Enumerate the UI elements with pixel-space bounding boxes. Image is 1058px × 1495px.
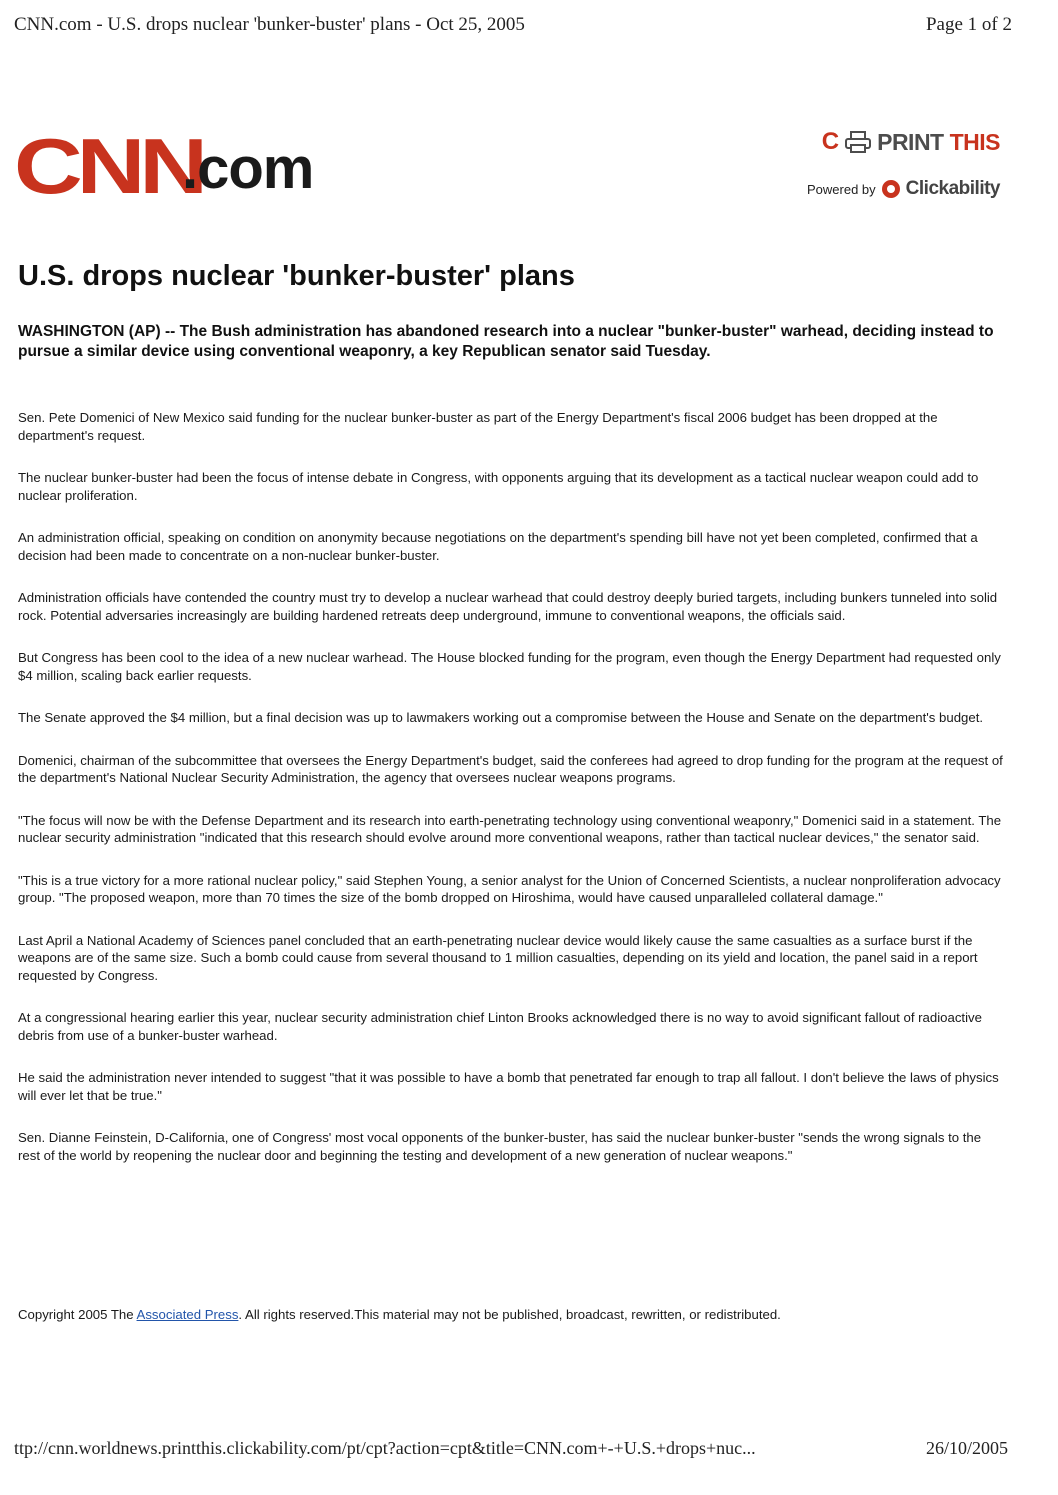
copyright-suffix: . All rights reserved.This material may not be published, broadcast, rewritten, or redistributed.	[238, 1307, 781, 1322]
article-paragraph: An administration official, speaking on condition on anonymity because negotiations on the department's spending bill have not yet been completed, confirmed that a decision had been made to concentrate on a non-nuclear bunker-buster.	[18, 530, 978, 563]
article-paragraph: He said the administration never intended to suggest "that it was possible to have a bomb that penetrated far enough to trap all fallout. I don't believe the laws of physics will ever let that be true."	[18, 1070, 999, 1103]
print-this-button[interactable]	[822, 128, 1000, 156]
powered-by-clickability[interactable]	[807, 178, 1000, 200]
article-paragraph: The Senate approved the $4 million, but a final decision was up to lawmakers working out a compromise between the House and Senate on the department's budget.	[18, 710, 984, 725]
document-title: CNN.com - U.S. drops nuclear 'bunker-buster' plans - Oct 25, 2005	[14, 14, 525, 35]
footer-date: 26/10/2005	[925, 1438, 1008, 1458]
article-paragraph: "The focus will now be with the Defense Department and its research into earth-penetrating technology using conventional weaponry," Domenici said in a statement. The nuclear security administration "indicated that this research should evolve around more conventional weapons, rather than tactical nuclear devices," the senator said.	[18, 812, 1002, 845]
article-paragraph: Domenici, chairman of the subcommittee that oversees the Energy Department's budget, said the conferees had agreed to drop funding for the program at the request of the department's National Nuclear Security Administration, the agency that oversees nuclear weapons programs.	[18, 752, 1003, 785]
article-headline: U.S. drops nuclear 'bunker-buster' plans	[18, 260, 575, 292]
printer-icon	[845, 131, 871, 153]
page-number: Page 1 of 2	[925, 14, 1012, 35]
article-paragraph: "This is a true victory for a more rational nuclear policy," said Stephen Young, a senior analyst for the Union of Concerned Scientists, a nuclear nonproliferation advocacy group. "The proposed weapon, more than 70 times the size of the bomb dropped on Hiroshima, would have caused unparalleled collateral damage."	[18, 872, 1001, 905]
article-paragraph: Last April a National Academy of Sciences panel concluded that an earth-penetrating nuclear device would likely cause the same casualties as a surface burst if the weapons are of the same size. Such a bomb could cause from several thousand to 1 million casualties, depending on its yield and location, the panel said in a report requested by Congress.	[18, 932, 978, 983]
article-paragraph: Administration officials have contended the country must try to develop a nuclear warhead that could destroy deeply buried targets, including bunkers tunneled into solid rock. Potential adversaries increasingly are building hardened retreats deep underground, immune to conventional weapons, the officials said.	[18, 590, 998, 623]
associated-press-link[interactable]: Associated Press	[136, 1307, 239, 1322]
copyright-prefix: Copyright 2005 The	[18, 1307, 137, 1322]
powered-by-label: Powered by	[807, 181, 876, 197]
article-paragraph: But Congress has been cool to the idea of a new nuclear warhead. The House blocked funding for the program, even though the Energy Department had requested only $4 million, scaling back earlier requests.	[18, 650, 1001, 683]
article-lead: WASHINGTON (AP) -- The Bush administration has abandoned research into a nuclear "bunker-buster" warhead, deciding instead to pursue a similar device using conventional weaponry, a key Republican senator said Tuesday.	[18, 323, 994, 360]
article-paragraph: Sen. Dianne Feinstein, D-California, one of Congress' most vocal opponents of the bunker-buster, has said the nuclear bunker-buster "sends the wrong signals to the rest of the world by reopening the nuclear door and beginning the testing and development of a new generation of nuclear weapons."	[18, 1130, 982, 1163]
article-paragraph: Sen. Pete Domenici of New Mexico said funding for the nuclear bunker-buster as part of the Energy Department's fiscal 2006 budget has been dropped at the department's request.	[18, 410, 938, 443]
cnn-logo[interactable]	[14, 122, 314, 210]
article-paragraph: At a congressional hearing earlier this year, nuclear security administration chief Linton Brooks acknowledged there is no way to avoid significant fallout of radioactive debris from use of a bunker-buster warhead.	[18, 1010, 982, 1043]
print-label: PRINT	[877, 128, 944, 155]
cnn-logo-dotcom: .com	[182, 136, 314, 201]
clickability-logo-icon	[882, 180, 900, 198]
clickability-c-icon: C	[821, 128, 840, 155]
copyright-notice	[18, 1306, 1018, 1324]
cnn-logo-wordmark: CNN	[14, 122, 202, 210]
footer-url: ttp://cnn.worldnews.printthis.clickability.com/pt/cpt?action=cpt&title=CNN.com+-+U.S.+drops+nuc...	[14, 1438, 756, 1458]
this-label: THIS	[949, 128, 1000, 155]
clickability-wordmark: Clickability	[905, 178, 1000, 199]
article-paragraph: The nuclear bunker-buster had been the focus of intense debate in Congress, with opponents arguing that its development as a tactical nuclear weapon could add to nuclear proliferation.	[18, 470, 979, 503]
article-body	[18, 409, 1003, 1189]
